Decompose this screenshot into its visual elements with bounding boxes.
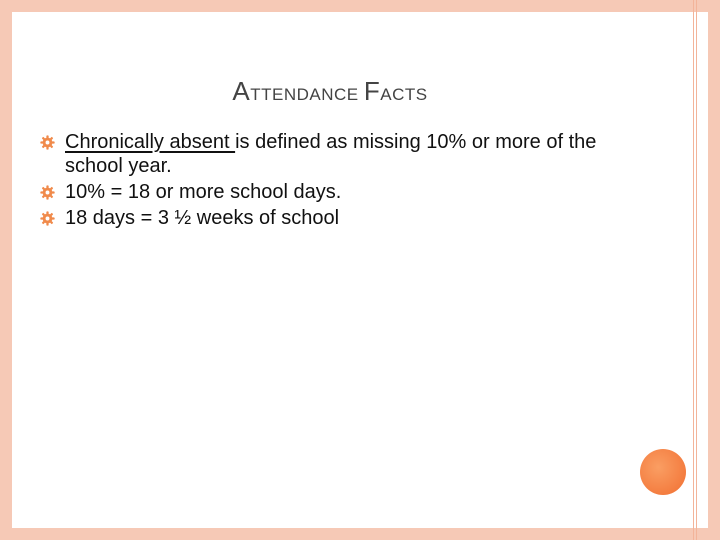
bullet-text: 18 days = 3 ½ weeks of school — [65, 207, 340, 229]
bullet-text: is defined as missing 10% or more of the school year. — [65, 131, 597, 177]
bullet-text: 10% = 18 or more school days. — [65, 181, 342, 203]
bullet-item — [40, 180, 600, 204]
underlined-term: Chronically absent — [65, 131, 236, 153]
border-line — [696, 0, 697, 540]
bullet-list — [40, 130, 600, 232]
title-text: TTENDANCE — [250, 85, 364, 104]
bullet-item — [40, 130, 600, 178]
slide-title — [0, 76, 660, 107]
title-text: ACTS — [380, 85, 428, 104]
gear-icon — [40, 135, 55, 150]
decorative-circle — [640, 449, 686, 495]
title-initial: F — [363, 76, 381, 106]
border-line — [693, 0, 694, 540]
title-initial: A — [232, 76, 251, 106]
gear-icon — [40, 185, 55, 200]
gear-icon — [40, 211, 55, 226]
bullet-item — [40, 206, 600, 230]
